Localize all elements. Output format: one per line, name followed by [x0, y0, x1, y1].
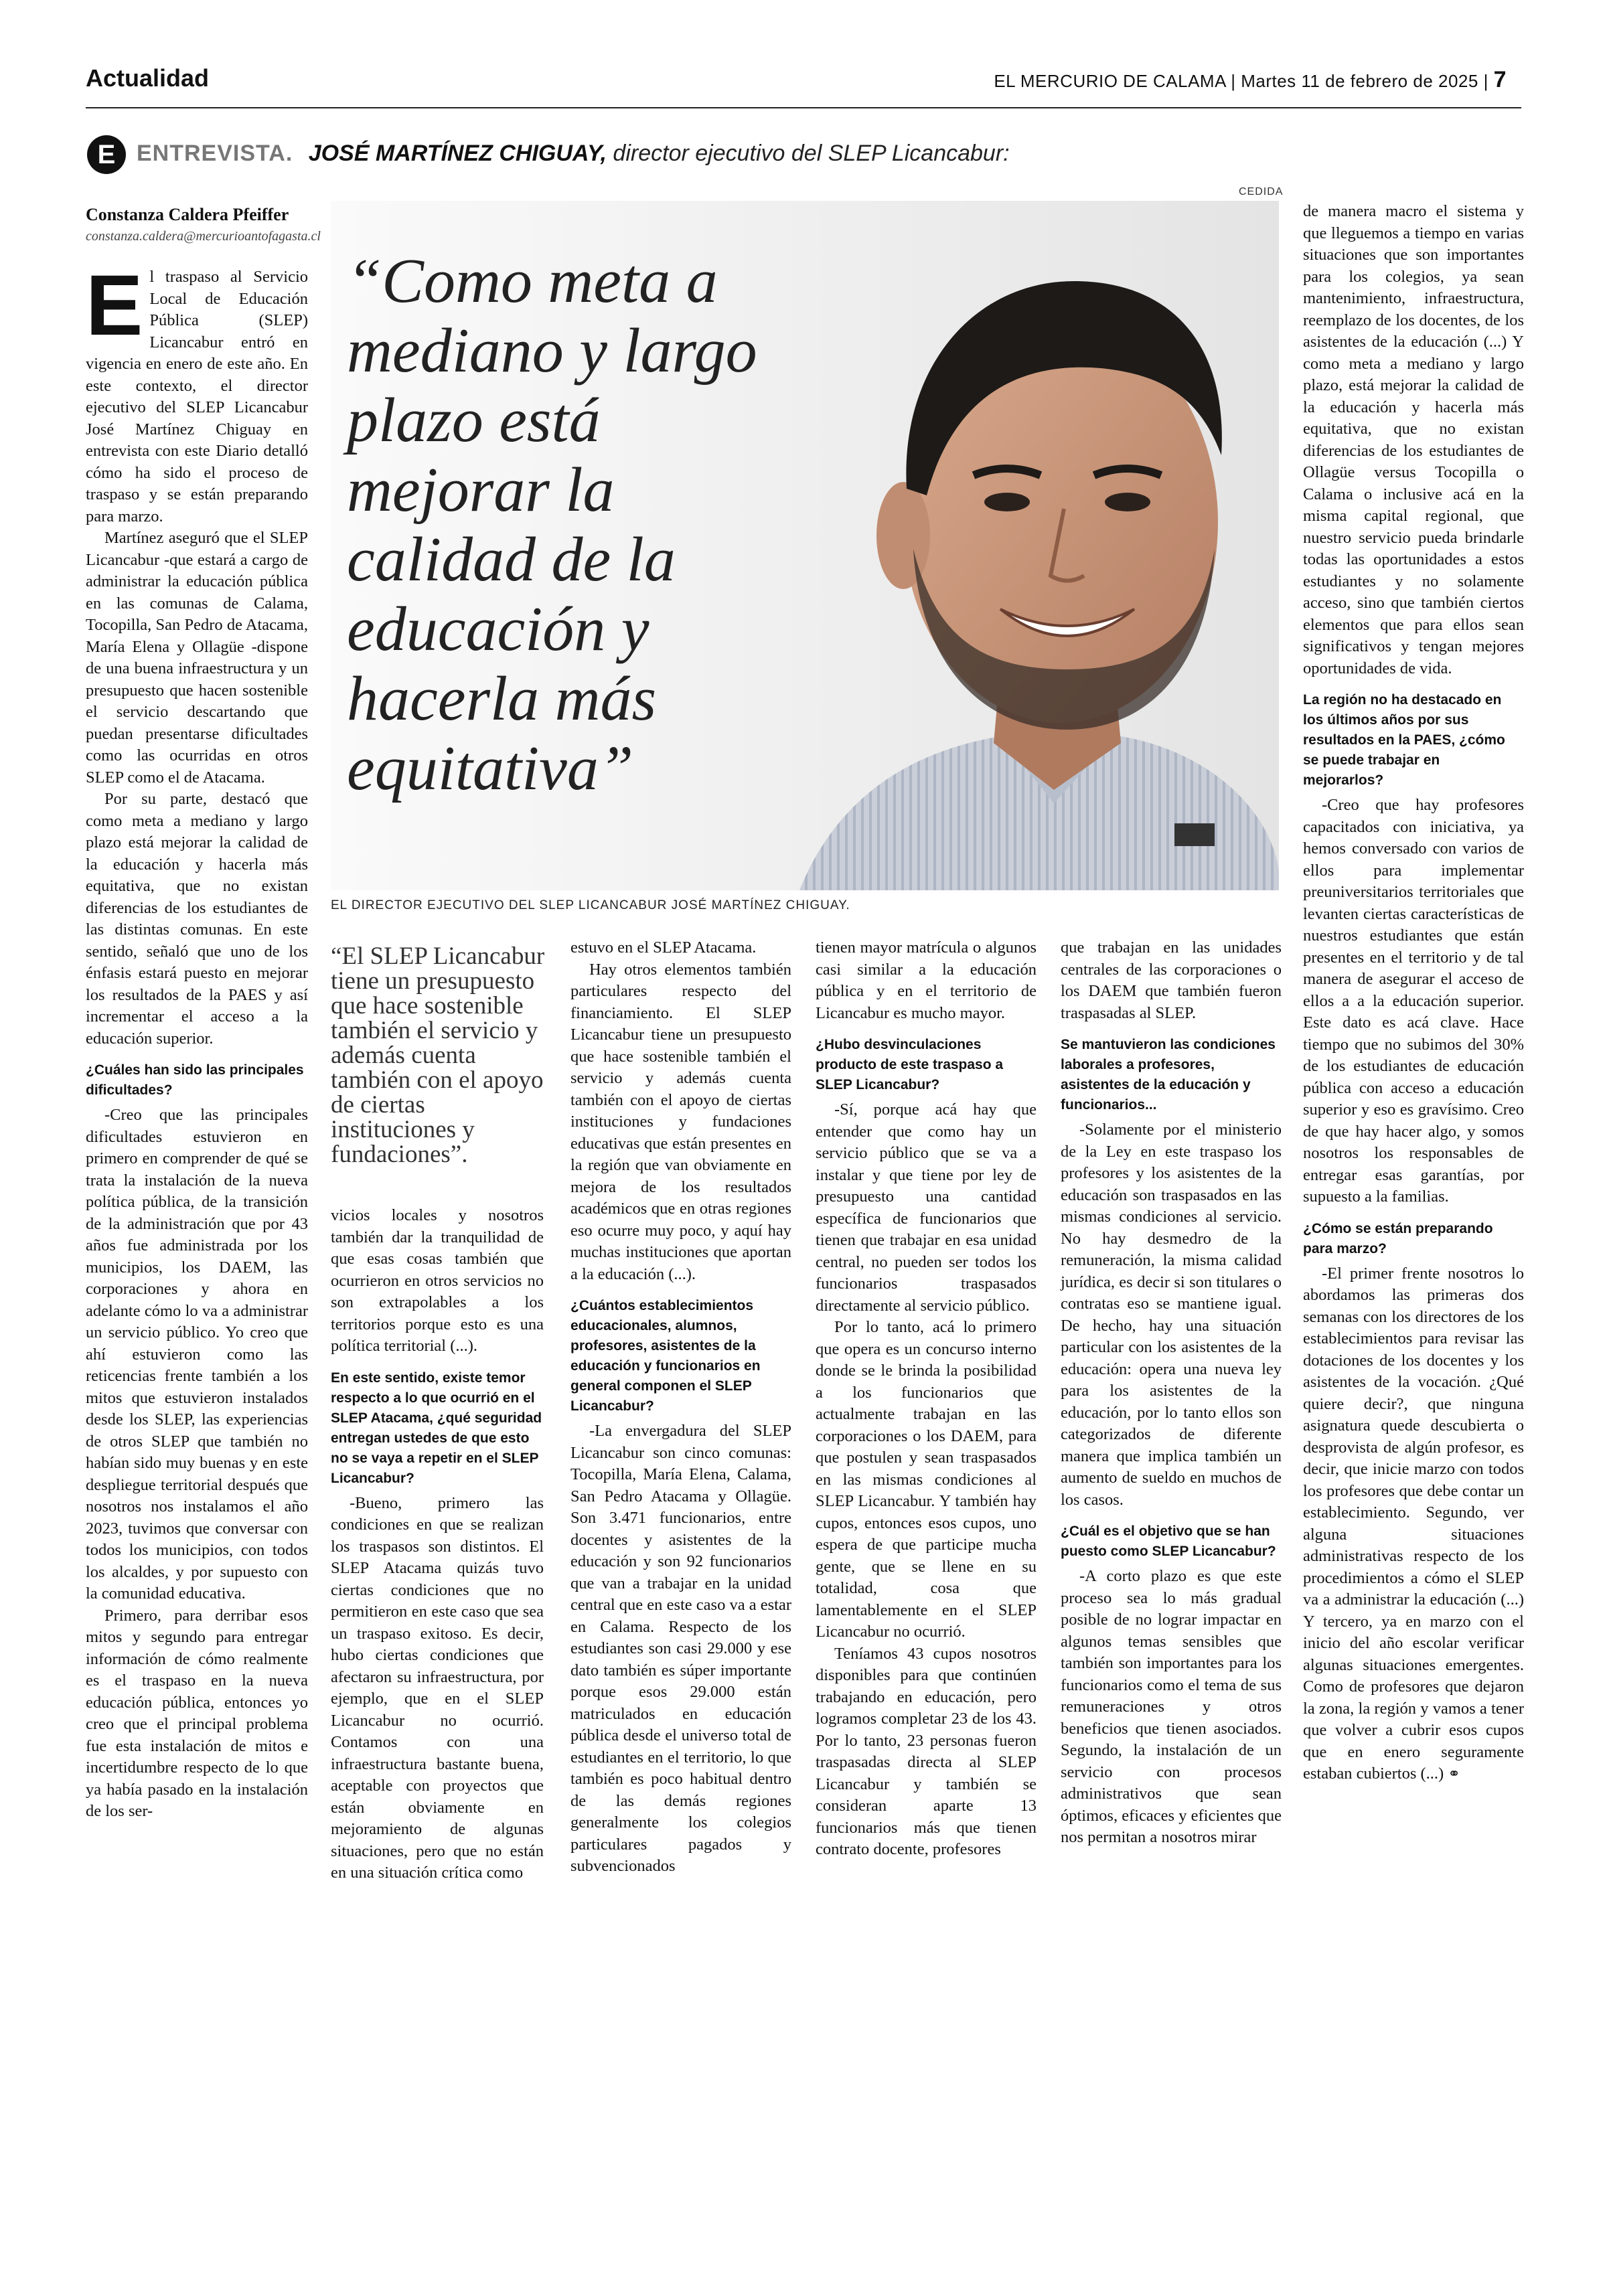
kicker-role: director ejecutivo del SLEP Licancabur: — [613, 141, 1010, 166]
paragraph: -Bueno, primero las condiciones en que se realizan los traspasos son distintos. El SLEP Atacama quizás tuvo ciertas condiciones que no permitieron en este caso que sea un traspaso exitoso. Es decir, hubo ciertas condiciones que afectaron su infraestructura, por ejemplo, que en el SLEP Licancabur no ocurrió. Contamos con una infraestructura bastante buena, aceptable con proyectos que están obviamente en mejoramiento de algunas situaciones, pero que no están en una situación crítica como — [331, 1493, 544, 1882]
photo-credit: CEDIDA — [1239, 186, 1284, 197]
paragraph: -A corto plazo es que este proceso sea lo más gradual posible de no lograr impactar en algunos temas sensibles que también son importantes para los funcionarios como el tema de sus remuneraciones y otros beneficios que tienen asociados. Segundo, la instalación de un servicio con procesos administrativos que sean óptimos, eficaces y eficientes que nos permitan a nosotros mirar — [1061, 1567, 1282, 1846]
publication-name: EL MERCURIO DE CALAMA — [994, 71, 1226, 91]
paragraph: Primero, para derribar esos mitos y segundo para entregar información de cómo realmente es el traspaso en la nueva educación pública, entonces yo creo que el principal problema fue esta instalación de mitos e incertidumbre respecto de lo que ya había pasado en la instalación de los ser- — [86, 1606, 308, 1820]
pull-quote: “El SLEP Licancabur tiene un presupuesto que hace sostenible también el servicio y además cuenta también con el apoyo de ciertas instituciones y fundaciones”. — [331, 942, 545, 1168]
article-column-6 — [1303, 201, 1524, 1786]
interview-question: ¿Cuál es el objetivo que se han puesto como SLEP Licancabur? — [1061, 1524, 1276, 1559]
headline: “Como meta a mediano y largo plazo está mejorar la calidad de la educación y hacerla más equitativa” — [347, 246, 757, 803]
paragraph: -Creo que las principales dificultades estuvieron en primero en comprender de qué se trata la instalación de la nueva política pública, de la transición de la administración que por 43 años fue administrada por los municipios, los DAEM, las corporaciones y ahora en adelante cómo lo va a administrar un servicio público. Yo creo que ahí estuvieron como las reticencias frente también a los mitos que estuvieron instalados desde los SLEP, las experiencias de otros SLEP que también no habían sido muy buenas y en este despliegue territorial después que nosotros nos instalamos el año 2023, tuvimos que conversar con todos los municipios, con todos los alcaldes, y por supuesto con la comunidad educativa. — [86, 1106, 308, 1603]
paragraph — [1303, 1263, 1524, 1786]
paragraph: Por lo tanto, acá lo primero que opera es un concurso interno donde se le brinda la posibilidad a los funcionarios que actualmente trabajan en las corporaciones o los DAEM, para que postulen y sean traspasados en las mismas condiciones al SLEP Licancabur. Y también hay cupos, entonces esos cupos, uno espera de que participe mucha gente, que se llene en su totalidad, cosa que lamentablemente en el SLEP Licancabur no ocurrió. — [816, 1318, 1037, 1641]
interview-badge-icon: E — [87, 135, 126, 174]
paragraph: estuvo en el SLEP Atacama. — [570, 938, 757, 957]
paragraph: que trabajan en las unidades centrales de las corporaciones o los DAEM que también fueron traspasadas al SLEP. — [1061, 938, 1282, 1022]
paragraph: Martínez aseguró que el SLEP Licancabur -que estará a cargo de administrar la educación pública en las comunas de Calama, Tocopilla, San Pedro de Atacama, María Elena y Ollagüe -dispone de una buena infraestructura y un presupuesto que hacen sostenible el servicio descartando que puedan presentarse dificultades como las ocurridas en otros SLEP como el de Atacama. — [86, 529, 308, 787]
interview-question: ¿Cuáles han sido las principales dificultades? — [86, 1062, 304, 1098]
interview-question: En este sentido, existe temor respecto a lo que ocurrió en el SLEP Atacama, ¿qué seguridad entregan ustedes de que esto no se vaya a repetir en el SLEP Licancabur? — [331, 1370, 542, 1486]
paragraph: -La envergadura del SLEP Licancabur son cinco comunas: Tocopilla, María Elena, Calama, San Pedro Atacama y Ollagüe. Son 3.471 funcionarios, entre docentes y asistentes de la educación y son 92 funcionarios que van a trabajar en la unidad central que en este caso va a estar en Calama. Respecto de los estudiantes son casi 29.000 y ese dato también es súper importante porque esos 29.000 están matriculados en educación pública desde el universo total de estudiantes en el territorio, lo que también es poco habitual dentro de las demás regiones generalmente los colegios particulares pagados y subvencionados — [570, 1422, 791, 1875]
kicker-name: JOSÉ MARTÍNEZ CHIGUAY, — [308, 141, 607, 166]
article-column-1 — [86, 258, 308, 1823]
paragraph: -Sí, porque acá hay que entender que como hay un servicio público que se va a instalar y que tiene por ley de presupuesto una cantidad específica de funcionarios que tienen que trabajar en esa unidad central, no pueden ser todos los funcionarios traspasados directamente al servicio público. — [816, 1100, 1037, 1315]
separator: | — [1483, 71, 1494, 91]
paragraph: tienen mayor matrícula o algunos casi similar a la educación pública y en el territorio de Licancabur es mucho mayor. — [816, 938, 1037, 1022]
article-column-3 — [570, 937, 791, 1878]
page-number: 7 — [1493, 67, 1507, 92]
separator: | — [1231, 71, 1241, 91]
paragraph: l traspaso al Servicio Local de Educación Pública (SLEP) Licancabur entró en vigencia en enero de este año. En este contexto, el director ejecutivo del SLEP Licancabur José Martínez Chiguay en entrevista con este Diario detalló cómo ha sido el proceso de traspaso y se están preparando para marzo. — [86, 268, 308, 525]
paragraph: Hay otros elementos también particulares respecto del financiamiento. El SLEP Licancabur tiene un presupuesto que hace sostenible también el servicio y además cuenta también con el apoyo de ciertas instituciones y fundaciones educativas que están presentes en la región que van obviamente en mejora de los resultados académicos que en otras regiones eso ocurre muy poco, y aquí hay muchas instituciones que aportan a la educación (...). — [570, 960, 791, 1283]
paragraph-text: -El primer frente nosotros lo abordamos las primeras dos semanas con los directores de los establecimientos para revisar las dotaciones de los docentes y los asistentes de la vocación. ¿Qué quiere decir?, que ninguna asignatura quede descubierta o desprovista de algún profesor, es decir, que inicie marzo con todos los profesores que debe contar un establecimiento. Segundo, ver alguna situaciones administrativas respecto de los procedimientos a cómo el SLEP va a administrar la educación (...) Y tercero, ya en marzo con el inicio del año escolar verificar algunas situaciones emergentes. Como de profesores que dejaron la zona, la región y vamos a tener que volver a cubrir esos cupos que en enero seguramente estaban cubiertos (...) — [1303, 1264, 1524, 1783]
masthead-info — [994, 67, 1507, 93]
article-column-4 — [816, 937, 1037, 1861]
article-column-5 — [1061, 937, 1282, 1849]
photo-caption: EL DIRECTOR EJECUTIVO DEL SLEP LICANCABUR JOSÉ MARTÍNEZ CHIGUAY. — [331, 898, 850, 912]
interview-question: La región no ha destacado en los últimos años por sus resultados en la PAES, ¿cómo se puede trabajar en mejorarlos? — [1303, 692, 1505, 788]
paragraph: vicios locales y nosotros también dar la tranquilidad de que esas cosas también que ocurrieron en otros servicios no son extrapolables a los territorios porque esto es una política territorial (...). — [331, 1206, 544, 1355]
section-label: Actualidad — [86, 64, 210, 92]
kicker — [137, 141, 1010, 167]
author-name: Constanza Caldera Pfeiffer — [86, 205, 289, 224]
drop-cap: E — [86, 258, 143, 353]
interview-question: ¿Hubo desvinculaciones producto de este traspaso a SLEP Licancabur? — [816, 1037, 1004, 1092]
header-rule — [86, 107, 1521, 108]
interview-question: ¿Cómo se están preparando para marzo? — [1303, 1220, 1493, 1256]
paragraph: de manera macro el sistema y que lleguemos a tiempo en varias situaciones que son importantes para los colegios, ya sean mantenimiento, infraestructura, reemplazo de los docentes, de los asistentes de la educación (...) Y como meta a mediano y largo plazo, está mejorar la calidad de la educación y hacerla más equitativa, que no existan diferencias de los estudiantes de Ollagüe versus Tocopilla o Calama o inclusive acá en la misma capital regional, que nuestro servicio pueda brindarle todas las oportunidades a estos estudiantes y no solamente acceso, sino que también ciertos elementos que para ellos sean significativos y tengan mejores oportunidades de vida. — [1303, 202, 1524, 677]
paragraph: Por su parte, destacó que como meta a mediano y largo plazo está mejorar la calidad de la educación y hacerla más equitativa, que no existan diferencias de los estudiantes de las distintas comunas. En este sentido, señaló que uno de los énfasis estará puesto en mejorar los resultados de la PAES y así incrementar el acceso a la educación superior. — [86, 790, 308, 1048]
interview-question: ¿Cuántos establecimientos educacionales, alumnos, profesores, asistentes de la educación y funcionarios en general componen el SLEP Licancabur? — [570, 1298, 761, 1414]
paragraph: -Creo que hay profesores capacitados con iniciativa, ya hemos conversado con varios de ellos para implementar preuniversitarios territoriales que levanten ciertas características de nuestros estudiantes que están presentes en el territorio y de tal manera de asegurar el acceso de ellos a a la educación superior. Este dato es acá clave. Hace tiempo que no subimos del 30% de los estudiantes de educación pública con acceso a educación superior y eso es gravísimo. Creo de que hay hacer algo, y somos nosotros los responsables de entregar esas garantías, por supuesto a la familias. — [1303, 796, 1524, 1206]
article-column-2 — [331, 1205, 544, 1884]
paragraph: -Solamente por el ministerio de la Ley en este traspaso los profesores y los asistentes de la educación son traspasados en las mismas condiciones al servicio. No hay desmedro de la remuneración, la misma calidad jurídica, es decir si son titulares o contratas eso se mantiene igual. De hecho, hay una situación particular con los asistentes de la educación: opera una nueva ley para los asistentes de la educación, por lo tanto ellos son categorizados de diferente manera que implica también un aumento de sueldo en muchos de los casos. — [1061, 1121, 1282, 1509]
end-mark-icon: ⚭ — [1448, 1766, 1460, 1783]
publication-date: Martes 11 de febrero de 2025 — [1241, 71, 1478, 91]
kicker-type: ENTREVISTA. — [137, 141, 293, 166]
interview-question: Se mantuvieron las condiciones laborales a profesores, asistentes de la educación y funcionarios... — [1061, 1037, 1276, 1113]
author-email: constanza.caldera@mercurioantofagasta.cl — [86, 229, 321, 244]
paragraph: Teníamos 43 cupos nosotros disponibles para que continúen trabajando en educación, pero logramos completar 23 de los 43. Por lo tanto, 23 personas fueron traspasadas directa al SLEP Licancabur y también se consideran aparte 13 funcionarios más que tienen contrato docente, profesores — [816, 1644, 1037, 1858]
